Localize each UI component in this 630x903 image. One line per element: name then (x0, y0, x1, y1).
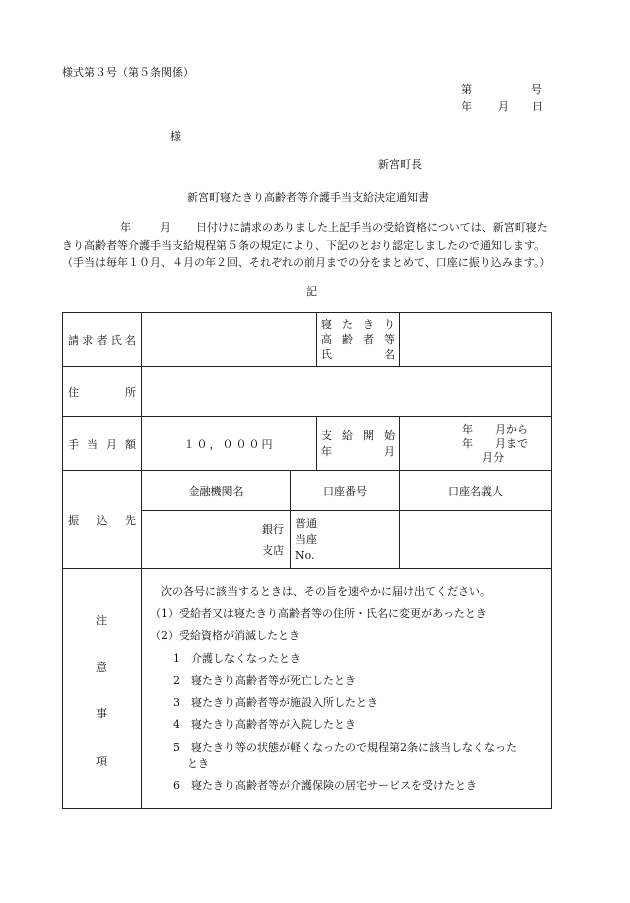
holder-value-cell[interactable] (400, 511, 552, 569)
address-label: 住 所 (68, 385, 136, 399)
notes-label-3: 事 (96, 707, 107, 720)
bedridden-value[interactable] (400, 313, 552, 367)
address-value[interactable] (142, 367, 552, 417)
period-months: 月分 (482, 450, 505, 464)
start-label-line2: 年 月 (321, 444, 396, 458)
acct-type-current: 当座 (295, 532, 317, 546)
body-nen: 年 (120, 221, 131, 234)
bank-suffix: 銀行 (262, 522, 284, 536)
body-line-2: きり高齢者等介護手当支給規程第５条の規定により、下記のとおり認定しましたので通知します。 (62, 239, 546, 252)
claimant-label-cell (63, 313, 142, 367)
acct-type-ordinary: 普通 (295, 516, 317, 530)
start-label-line1: 支 給 開 始 (321, 428, 396, 442)
start-label-cell (317, 417, 400, 471)
addressee: 様 (170, 130, 181, 143)
claimant-value[interactable] (142, 313, 317, 367)
ki-heading: 記 (306, 285, 317, 298)
document-title: 新宮町寝たきり高齢者等介護手当支給決定通知書 (187, 191, 429, 204)
notes-label-2: 意 (96, 661, 107, 674)
notes-label-1: 注 (96, 614, 107, 627)
allowance-label-cell (63, 417, 142, 471)
note-sub-2: 2 寝たきり高齢者等が死亡したとき (173, 674, 356, 687)
branch-suffix: 支店 (262, 543, 284, 557)
bedridden-label-cell (317, 313, 400, 367)
note-sub-6: 6 寝たきり高齢者等が介護保険の居宅サービスを受けたとき (173, 779, 477, 792)
col-acct-no-header: 口座番号 (291, 471, 400, 511)
detail-table (62, 312, 552, 809)
ref-number (461, 81, 542, 97)
note-sub-4: 4 寝たきり高齢者等が入院したとき (173, 718, 356, 731)
bedridden-label-line3: 氏 名 (321, 348, 396, 361)
bedridden-label-line2: 高 齢 者 等 (321, 333, 396, 346)
period-from: 年 月から (462, 422, 529, 436)
ref-nen: 年 (461, 100, 472, 113)
issuer: 新宮町長 (378, 158, 422, 171)
note-intro: 次の各号に該当するときは、その旨を速やかに届け出てください。 (161, 585, 491, 598)
ref-nichi: 日 (532, 100, 543, 113)
ref-gatsu: 月 (498, 100, 509, 113)
period-to: 年 月まで (462, 436, 529, 450)
body-gatsu: 月 (160, 221, 171, 234)
note-item-2: （2）受給資格が消滅したとき (150, 629, 300, 642)
notes-cell (142, 569, 552, 809)
note-sub-1: 1 介護しなくなったとき (173, 652, 301, 665)
ref-dai: 第 (461, 83, 472, 96)
claimant-label: 請 求 者 氏 名 (68, 333, 136, 347)
notes-label-4: 項 (96, 755, 107, 768)
ref-go: 号 (531, 83, 542, 96)
acct-no-cell[interactable] (291, 511, 400, 569)
bank-value-cell[interactable] (142, 511, 291, 569)
bedridden-label-line1: 寝 た き り (321, 318, 396, 331)
notes-label-cell (63, 569, 142, 809)
note-sub-5: 5 寝たきり等の状態が軽くなったので規程第2条に該当しなくなった (173, 741, 517, 754)
col-bank-header: 金融機関名 (142, 471, 291, 511)
body-line-3: （手当は毎年１０月、４月の年２回、それぞれの前月までの分をまとめて、口座に振り込みます。） (62, 256, 551, 269)
acct-no-label: No. (295, 548, 315, 562)
transfer-label-cell (63, 471, 142, 569)
allowance-label: 手 当 月 額 (68, 437, 136, 451)
note-item-1: （1）受給者又は寝たきり高齢者等の住所・氏名に変更があったとき (150, 607, 487, 620)
note-sub-3: 3 寝たきり高齢者等が施設入所したとき (173, 696, 378, 709)
period-cell (400, 417, 552, 471)
transfer-label: 振 込 先 (68, 513, 136, 527)
col-holder-header: 口座名義人 (400, 471, 552, 511)
allowance-value: １０，０００円 (142, 417, 317, 471)
ref-date (461, 98, 551, 114)
form-id: 様式第３号（第５条関係） (62, 66, 194, 79)
address-label-cell (63, 367, 142, 417)
note-sub-5-cont: とき (187, 757, 209, 770)
body-line-1-rest: 日付けに請求のありました上記手当の受給資格については、新宮町寝た (196, 221, 548, 234)
